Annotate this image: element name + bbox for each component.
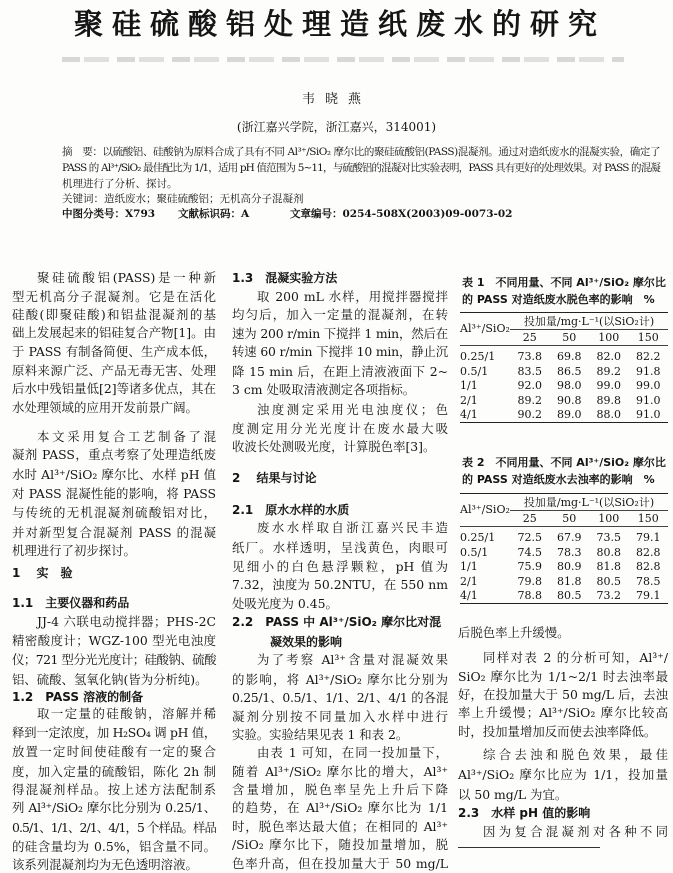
text-line: 水时 Al³⁺/SiO₂ 摩尔比、水样 pH 值 [12, 467, 216, 482]
article-number: 文章编号：0254-508X(2003)09-0073-02 [290, 208, 513, 220]
table-cell: 78.5 [635, 574, 661, 588]
text-line: 7.32，浊度为 50.2NTU，在 550 nm [232, 577, 448, 592]
table-cell: 86.5 [556, 364, 582, 378]
text-line: 均匀后，加入一定量的混凝剂，在转 [232, 307, 448, 322]
text-line: 的影响，将 Al³⁺/SiO₂ 摩尔比分别为 [232, 672, 448, 687]
affiliation: (浙江嘉兴学院，浙江嘉兴，314001) [236, 120, 437, 134]
illegible-subtitle-line [62, 57, 624, 62]
table-cell: 73.2 [596, 589, 621, 603]
text-line: 含量增加，脱色率呈先上升后下降 [232, 782, 448, 797]
table-row [460, 589, 668, 604]
table-cell: 72.5 [517, 531, 542, 545]
column-header: 100 [598, 330, 620, 344]
table-cell: 74.5 [517, 545, 542, 559]
text-line: 水处理领域的应用开发前景广阔。 [12, 400, 198, 415]
table-row [460, 560, 668, 575]
column-header: 50 [562, 511, 577, 525]
text-line: 精密酸度计；WGZ-100 型光电浊度 [12, 633, 216, 648]
text-line: 速为 200 r/min 下搅拌 1 min，然后在 [232, 326, 448, 341]
section-heading: 2.3 水样 pH 值的影响 [458, 806, 591, 820]
column-header: 25 [522, 330, 537, 344]
text-line: 型无机高分子混凝剂。它是在活化 [12, 289, 216, 304]
column-header: 50 [562, 330, 577, 344]
text-line: 原料来源广泛、产品无毒无害、处理 [12, 363, 216, 378]
text-line: 列 Al³⁺/SiO₂ 摩尔比分别为 0.25/1、 [12, 800, 216, 815]
row-label: 0.25/1 [460, 531, 496, 545]
table1-caption: 表 1 不同用量、不同 Al³⁺/SiO₂ 摩尔比 [462, 276, 666, 289]
table1 [460, 312, 668, 423]
table-cell: 82.8 [635, 545, 661, 559]
text-line: 废水水样取自浙江嘉兴民丰造 [257, 520, 448, 535]
text-line: 后水中残铝量低[2]等诸多优点，其在 [12, 381, 216, 396]
text-line: 取 200 mL 水样，用搅拌器搅拌 [257, 289, 448, 304]
row-label: 1/1 [460, 379, 478, 393]
text-line: 纸厂。水样透明，呈浅黄色，肉眼可 [232, 540, 448, 555]
text-line: 该系列混凝剂均为无色透明溶液。 [12, 857, 198, 872]
column-header: 100 [598, 511, 620, 525]
text-line: 并对新型复合混凝剂 PASS 的混凝 [12, 525, 216, 540]
column-header: 150 [637, 330, 659, 344]
group-header: 投加量/mg·L⁻¹(以SiO₂计) [510, 494, 668, 511]
document-code: 文献标识码：A [178, 208, 250, 220]
row-label: 2/1 [460, 393, 478, 407]
row-label: 0.25/1 [460, 350, 496, 364]
keywords: 关键词：造纸废水；聚硅硫酸铝；无机高分子混凝剂 [62, 193, 304, 205]
row-label: 1/1 [460, 560, 478, 574]
table-cell: 81.8 [556, 574, 582, 588]
abstract-line: 摘 要：以硫酸铝、硅酸钠为原料合成了具有不同 Al³⁺/SiO₂ 摩尔比的聚硅硫酸铝(PASS)混凝剂。通过对造纸废水的混凝实验，确定了 [62, 146, 660, 158]
table-cell: 81.8 [596, 560, 621, 574]
table-cell: 80.5 [556, 589, 582, 603]
table-cell: 89.2 [596, 364, 621, 378]
table-cell: 92.0 [517, 379, 542, 393]
text-line: 0.5/1、1/1、2/1、4/1，5 个样品。样品 [12, 820, 216, 835]
author: 韦晓燕 [301, 92, 371, 107]
table-cell: 73.8 [517, 350, 542, 364]
text-line: 于 PASS 有制备简便、生产成本低， [12, 344, 216, 359]
text-line: 的硅含量均为 0.5%，铝含量不同。 [12, 839, 216, 854]
text-line: /SiO₂ 摩尔比下，随投加量增加，脱 [232, 837, 448, 852]
section-heading: 2 结果与讨论 [232, 471, 317, 485]
text-line: 铝、硫酸、氢氧化钠(皆为分析纯)。 [12, 672, 208, 687]
table-row [460, 364, 668, 379]
text-line: 转速 60 r/min 下搅拌 10 min，静止沉 [232, 344, 448, 359]
text-line: 释到一定浓度，加 H₂SO₄ 调 pH 值， [12, 725, 216, 740]
text-line: 由表 1 可知，在同一投加量下， [257, 745, 448, 760]
text-line: 同样对表 2 的分析可知，Al³⁺/ [483, 650, 668, 665]
table-cell: 69.8 [556, 350, 582, 364]
row-header: Al³⁺/SiO₂ [460, 503, 510, 517]
table-cell: 80.8 [596, 545, 621, 559]
column-header: 150 [637, 511, 659, 525]
table-cell: 67.9 [556, 531, 582, 545]
text-line: 见细小的白色悬浮颗粒，pH 值为 [232, 559, 448, 574]
text-line: 因为复合混凝剂对各种不同 [483, 824, 668, 839]
table-row [460, 526, 668, 545]
table-cell: 98.0 [556, 379, 582, 393]
text-line: 随着 Al³⁺/SiO₂ 摩尔比的增大，Al³⁺ [232, 764, 448, 779]
text-line: 对 PASS 混凝性能的影响，将 PASS [12, 486, 216, 501]
text-line: 处吸光度为 0.45。 [232, 596, 338, 611]
text-line: 的趋势，在 Al³⁺/SiO₂ 摩尔比为 1/1 [232, 800, 448, 815]
group-header: 投加量/mg·L⁻¹(以SiO₂计) [510, 313, 668, 330]
table-row [460, 393, 668, 408]
text-line: 实验。实验结果见表 1 和表 2。 [232, 727, 409, 742]
table-row [460, 574, 668, 589]
row-label: 4/1 [460, 589, 478, 603]
table-cell: 88.0 [596, 408, 621, 422]
text-line: 硅酸(即聚硅酸)和铝盐混凝剂的基 [12, 307, 216, 322]
text-line: 聚硅硫酸铝(PASS)是一种新 [37, 270, 216, 285]
text-line: 度，加入定量的硫酸铝，陈化 2h 制 [12, 764, 216, 779]
text-line: 好，在投加量大于 50 mg/L 后，去浊 [458, 687, 668, 702]
table-cell: 78.8 [517, 589, 542, 603]
table1-caption: 的 PASS 对造纸废水脱色率的影响 % [462, 293, 655, 306]
row-label: 0.5/1 [460, 364, 489, 378]
text-line: 本文采用复合工艺制备了混 [37, 429, 216, 444]
table-cell: 99.0 [596, 379, 621, 393]
table-cell: 89.0 [556, 408, 582, 422]
table-row [460, 545, 668, 560]
text-line: 仪；721 型分光光度计；硅酸钠、硫酸 [12, 652, 216, 667]
table-cell: 90.2 [517, 408, 542, 422]
text-line: 率上升缓慢；Al³⁺/SiO₂ 摩尔比较高 [458, 705, 668, 720]
table2-caption: 表 2 不同用量、不同 Al³⁺/SiO₂ 摩尔比 [462, 456, 666, 469]
row-label: 0.5/1 [460, 545, 489, 559]
text-line: Al³⁺/SiO₂ 摩尔比应为 1/1，投加量 [458, 767, 668, 782]
text-line: 得混凝剂样品。按上述方法配制系 [12, 782, 216, 797]
table-cell: 75.9 [517, 560, 542, 574]
text-line: 凝剂 PASS，重点考察了处理造纸废 [12, 447, 216, 462]
clc-number: 中图分类号：X793 [62, 208, 156, 220]
column-header: 25 [522, 511, 537, 525]
text-line: SiO₂ 摩尔比为 1/1~2/1 时去浊率最 [458, 669, 668, 684]
section-heading: 凝效果的影响 [270, 635, 343, 649]
row-label: 4/1 [460, 408, 478, 422]
text-line: 为了考察 Al³⁺含量对混凝效果 [257, 652, 448, 667]
section-heading: 1.1 主要仪器和药品 [12, 596, 130, 610]
table-row [460, 345, 668, 364]
section-heading: 2.2 PASS 中 Al³⁺/SiO₂ 摩尔比对混 [232, 615, 442, 629]
text-line: 后脱色率上升缓慢。 [458, 625, 570, 640]
section-heading: 1 实 验 [12, 566, 73, 580]
abstract-line: 机理进行了分析、探讨。 [62, 178, 178, 190]
table-cell: 89.2 [517, 393, 542, 407]
table-cell: 83.5 [517, 364, 542, 378]
text-line: 色率升高，但在投加量大于 50 mg/L [232, 856, 448, 871]
table-cell: 79.8 [517, 574, 542, 588]
text-line: 收波长处测吸光度，计算脱色率[3]。 [232, 439, 436, 454]
text-line: 降 15 min 后，在距上清液液面下 2~ [232, 364, 448, 379]
text-line: 时，脱色率达最大值；在相同的 Al³⁺ [232, 819, 448, 834]
section-heading: 1.2 PASS 溶液的制备 [12, 690, 144, 704]
abstract-line: PASS 的 Al³⁺/SiO₂ 最佳配比为 1/1，适用 pH 值范围为 5~11，与硫酸铝的混凝对比实验表明，PASS 具有更好的处理效果。对 PASS 的混凝 [62, 162, 660, 174]
table2-caption: 的 PASS 对造纸废水去浊率的影响 % [462, 473, 655, 486]
footnote-rule [458, 847, 600, 848]
text-line: 度测定用分光光度计在废水最大吸 [232, 421, 448, 436]
table-cell: 99.0 [635, 379, 661, 393]
table-cell: 91.8 [635, 364, 661, 378]
text-line: 放置一定时间使硅酸有一定的聚合 [12, 744, 216, 759]
text-line: JJ-4 六联电动搅拌器；PHS-2C [37, 614, 216, 629]
text-line: 础上发展起来的铝硅复合产物[1]。由 [12, 325, 216, 340]
paper-title: 聚硅硫酸铝处理造纸废水的研究 [73, 7, 606, 41]
text-line: 时，投加量增加反而使去浊率降低。 [458, 724, 657, 739]
table-cell: 82.8 [635, 560, 661, 574]
text-line: 与传统的无机混凝剂硫酸铝对比， [12, 505, 216, 520]
table-cell: 82.0 [596, 350, 621, 364]
table-cell: 82.2 [635, 350, 661, 364]
table-cell: 79.1 [635, 589, 661, 603]
table2 [460, 493, 668, 604]
text-line: 0.25/1、0.5/1、1/1、2/1、4/1 的各混 [232, 690, 448, 705]
table-cell: 80.9 [556, 560, 582, 574]
text-line: 凝剂分别按不同量加入水样中进行 [232, 709, 448, 724]
table-row [460, 379, 668, 394]
table-cell: 89.8 [596, 393, 621, 407]
text-line: 浊度测定采用光电浊度仪；色 [257, 402, 448, 417]
section-heading: 2.1 原水水样的水质 [232, 503, 350, 517]
text-line: 以 50 mg/L 为宜。 [458, 787, 568, 802]
text-line: 机理进行了初步探讨。 [12, 543, 136, 558]
table-cell: 80.5 [596, 574, 621, 588]
table-cell: 73.5 [596, 531, 621, 545]
section-heading: 1.3 混凝实验方法 [232, 271, 338, 285]
table-cell: 78.3 [556, 545, 582, 559]
text-line: 取一定量的硅酸钠，溶解并稀 [37, 706, 216, 721]
text-line: 综合去浊和脱色效果，最佳 [483, 747, 668, 762]
table-cell: 91.0 [635, 393, 661, 407]
table-cell: 90.8 [556, 393, 582, 407]
text-line: 3 cm 处吸取清液测定各项指标。 [232, 382, 416, 397]
table-cell: 79.1 [635, 531, 661, 545]
table-cell: 91.0 [635, 408, 661, 422]
row-header: Al³⁺/SiO₂ [460, 322, 510, 336]
row-label: 2/1 [460, 574, 478, 588]
table-row [460, 408, 668, 423]
